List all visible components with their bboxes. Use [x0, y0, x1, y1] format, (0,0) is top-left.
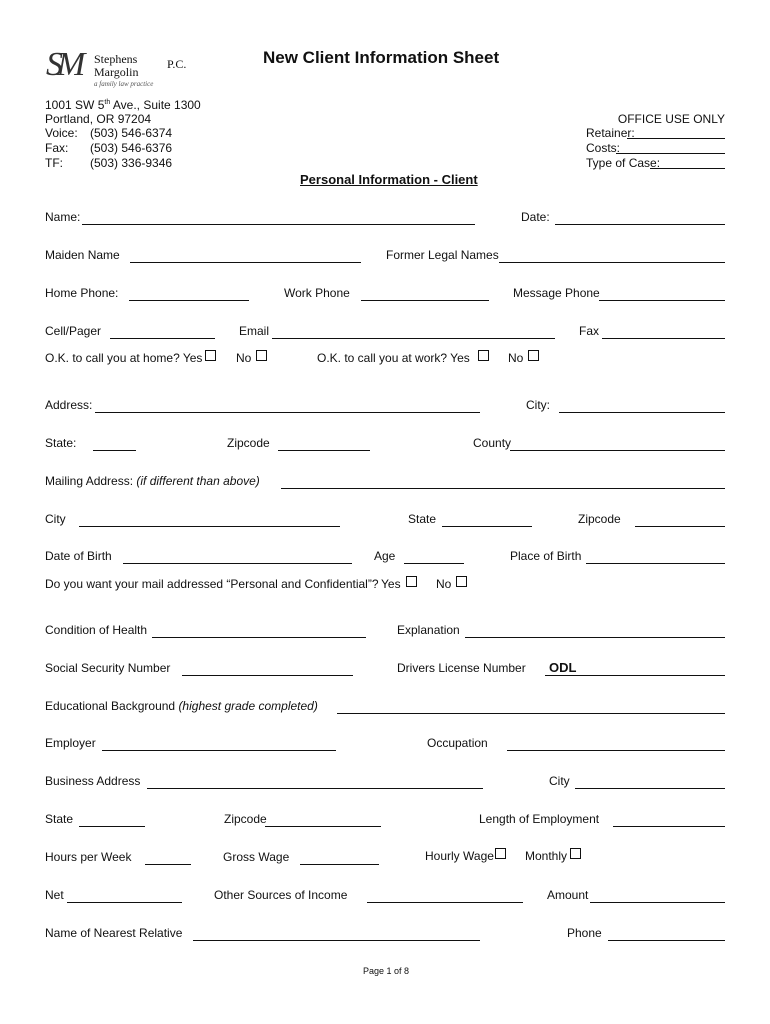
- work-phone-label: Work Phone: [284, 286, 350, 300]
- age-label: Age: [374, 549, 396, 563]
- retainer-label: Retainer:: [586, 126, 635, 140]
- maiden-name-label: Maiden Name: [45, 248, 120, 262]
- education-text: Educational Background: [45, 699, 179, 713]
- ssn-field[interactable]: [182, 675, 353, 676]
- name-label: Name:: [45, 210, 81, 224]
- business-state-field[interactable]: [79, 826, 145, 827]
- address-part: 1001 SW 5: [45, 98, 105, 112]
- ok-call-home-no-label: No: [236, 351, 252, 365]
- relative-phone-label: Phone: [567, 926, 602, 940]
- maiden-name-field[interactable]: [130, 262, 361, 263]
- nearest-relative-field[interactable]: [193, 940, 480, 941]
- former-names-label: Former Legal Names: [386, 248, 499, 262]
- amount-field[interactable]: [590, 902, 725, 903]
- home-phone-field[interactable]: [129, 300, 249, 301]
- drivers-license-field[interactable]: [545, 675, 725, 676]
- tf-number: (503) 336-9346: [90, 156, 173, 170]
- city-field[interactable]: [559, 412, 725, 413]
- voice-number: (503) 546-6374: [90, 126, 173, 140]
- ssn-label: Social Security Number: [45, 661, 171, 675]
- address-field[interactable]: [95, 412, 480, 413]
- monthly-checkbox[interactable]: [570, 848, 581, 859]
- net-label: Net: [45, 888, 64, 902]
- mailing-zipcode-field[interactable]: [635, 526, 725, 527]
- message-phone-label: Message Phone: [513, 286, 600, 300]
- personal-confidential-label: Do you want your mail addressed “Personal and Confidential”?: [45, 577, 379, 591]
- state-field[interactable]: [93, 450, 136, 451]
- type-of-case-label: Type of Case:: [586, 156, 661, 170]
- business-city-label: City: [549, 774, 570, 788]
- gross-wage-label: Gross Wage: [223, 850, 290, 864]
- ok-call-work-yes-checkbox[interactable]: [478, 350, 489, 361]
- page-number: Page 1 of 8: [363, 966, 410, 976]
- personal-confidential-no-checkbox[interactable]: [456, 576, 467, 587]
- other-income-label: Other Sources of Income: [214, 888, 348, 902]
- employer-label: Employer: [45, 736, 96, 750]
- business-city-field[interactable]: [575, 788, 725, 789]
- hours-per-week-label: Hours per Week: [45, 850, 132, 864]
- work-phone-field[interactable]: [361, 300, 489, 301]
- relative-phone-field[interactable]: [608, 940, 725, 941]
- city-label: City:: [526, 398, 550, 412]
- place-of-birth-label: Place of Birth: [510, 549, 582, 563]
- mailing-zipcode-label: Zipcode: [578, 512, 621, 526]
- place-of-birth-field[interactable]: [586, 563, 725, 564]
- employer-field[interactable]: [102, 750, 336, 751]
- explanation-field[interactable]: [465, 637, 725, 638]
- personal-confidential-yes-label: Yes: [381, 577, 401, 591]
- business-state-label: State: [45, 812, 74, 826]
- drivers-license-label: Drivers License Number: [397, 661, 526, 675]
- fax-label: Fax:: [45, 141, 69, 155]
- condition-of-health-field[interactable]: [152, 637, 366, 638]
- page-title: New Client Information Sheet: [263, 48, 500, 67]
- tf-label: TF:: [45, 156, 63, 170]
- logo-monogram: SM: [46, 46, 80, 83]
- hourly-wage-label: Hourly Wage: [425, 849, 494, 863]
- length-of-employment-label: Length of Employment: [479, 812, 600, 826]
- length-of-employment-field[interactable]: [613, 826, 725, 827]
- occupation-label: Occupation: [427, 736, 488, 750]
- personal-confidential-yes-checkbox[interactable]: [406, 576, 417, 587]
- retainer-field[interactable]: [627, 138, 725, 139]
- firm-address-line1: [45, 98, 201, 112]
- nearest-relative-label: Name of Nearest Relative: [45, 926, 183, 940]
- personal-confidential-no-label: No: [436, 577, 452, 591]
- education-note: (highest grade completed): [178, 699, 318, 713]
- mailing-state-field[interactable]: [442, 526, 532, 527]
- cell-pager-label: Cell/Pager: [45, 324, 102, 338]
- county-field[interactable]: [510, 450, 725, 451]
- logo-firm-line1: Stephens: [94, 52, 138, 66]
- net-field[interactable]: [67, 902, 182, 903]
- mailing-state-label: State: [408, 512, 437, 526]
- ok-call-home-yes-checkbox[interactable]: [205, 350, 216, 361]
- client-fax-field[interactable]: [602, 338, 725, 339]
- ok-call-work-label: O.K. to call you at work? Yes: [317, 351, 470, 365]
- logo-tagline: a family law practice: [94, 80, 154, 88]
- address-label: Address:: [45, 398, 93, 412]
- business-zipcode-label: Zipcode: [224, 812, 267, 826]
- address-sup: th: [104, 99, 111, 106]
- home-phone-label: Home Phone:: [45, 286, 119, 300]
- date-of-birth-label: Date of Birth: [45, 549, 112, 563]
- voice-label: Voice:: [45, 126, 78, 140]
- office-use-title: OFFICE USE ONLY: [617, 112, 725, 126]
- explanation-label: Explanation: [397, 623, 460, 637]
- business-address-field[interactable]: [147, 788, 483, 789]
- cell-pager-field[interactable]: [110, 338, 215, 339]
- business-address-label: Business Address: [45, 774, 141, 788]
- fax-field-label: Fax: [579, 324, 600, 338]
- occupation-field[interactable]: [507, 750, 725, 751]
- costs-field[interactable]: [616, 153, 725, 154]
- monthly-label: Monthly: [525, 849, 568, 863]
- date-field[interactable]: [555, 224, 725, 225]
- mailing-city-field[interactable]: [79, 526, 340, 527]
- mailing-address-note: (if different than above): [136, 474, 260, 488]
- business-zipcode-field[interactable]: [265, 826, 381, 827]
- zipcode-label: Zipcode: [227, 436, 270, 450]
- ok-call-work-no-label: No: [508, 351, 524, 365]
- section-title: Personal Information - Client: [300, 172, 478, 187]
- message-phone-field[interactable]: [599, 300, 725, 301]
- fax-number: (503) 546-6376: [90, 141, 173, 155]
- firm-address-line2: Portland, OR 97204: [45, 112, 152, 126]
- amount-label: Amount: [547, 888, 589, 902]
- ok-call-home-label: O.K. to call you at home? Yes: [45, 351, 203, 365]
- ok-call-home-no-checkbox[interactable]: [256, 350, 267, 361]
- logo-firm-line2: Margolin: [94, 65, 139, 79]
- education-field[interactable]: [337, 713, 725, 714]
- former-names-field[interactable]: [499, 262, 725, 263]
- other-income-field[interactable]: [367, 902, 523, 903]
- type-of-case-field[interactable]: [650, 168, 725, 169]
- mailing-city-label: City: [45, 512, 66, 526]
- name-field[interactable]: [82, 224, 475, 225]
- education-label: [45, 699, 318, 713]
- gross-wage-field[interactable]: [300, 864, 379, 865]
- logo-firm-pc: P.C.: [167, 57, 187, 71]
- email-field[interactable]: [272, 338, 555, 339]
- hours-per-week-field[interactable]: [145, 864, 191, 865]
- costs-label: Costs:: [586, 141, 621, 155]
- hourly-wage-checkbox[interactable]: [495, 848, 506, 859]
- county-label: County: [473, 436, 512, 450]
- state-label: State:: [45, 436, 77, 450]
- mailing-address-field[interactable]: [281, 488, 725, 489]
- ok-call-work-no-checkbox[interactable]: [528, 350, 539, 361]
- date-of-birth-field[interactable]: [123, 563, 352, 564]
- mailing-address-text: Mailing Address:: [45, 474, 137, 488]
- date-label: Date:: [521, 210, 550, 224]
- email-label: Email: [239, 324, 270, 338]
- age-field[interactable]: [404, 563, 464, 564]
- odl-prefix: ODL: [549, 660, 577, 675]
- condition-of-health-label: Condition of Health: [45, 623, 148, 637]
- address-part: Ave., Suite 1300: [110, 98, 201, 112]
- mailing-address-label: [45, 474, 260, 488]
- zipcode-field[interactable]: [278, 450, 370, 451]
